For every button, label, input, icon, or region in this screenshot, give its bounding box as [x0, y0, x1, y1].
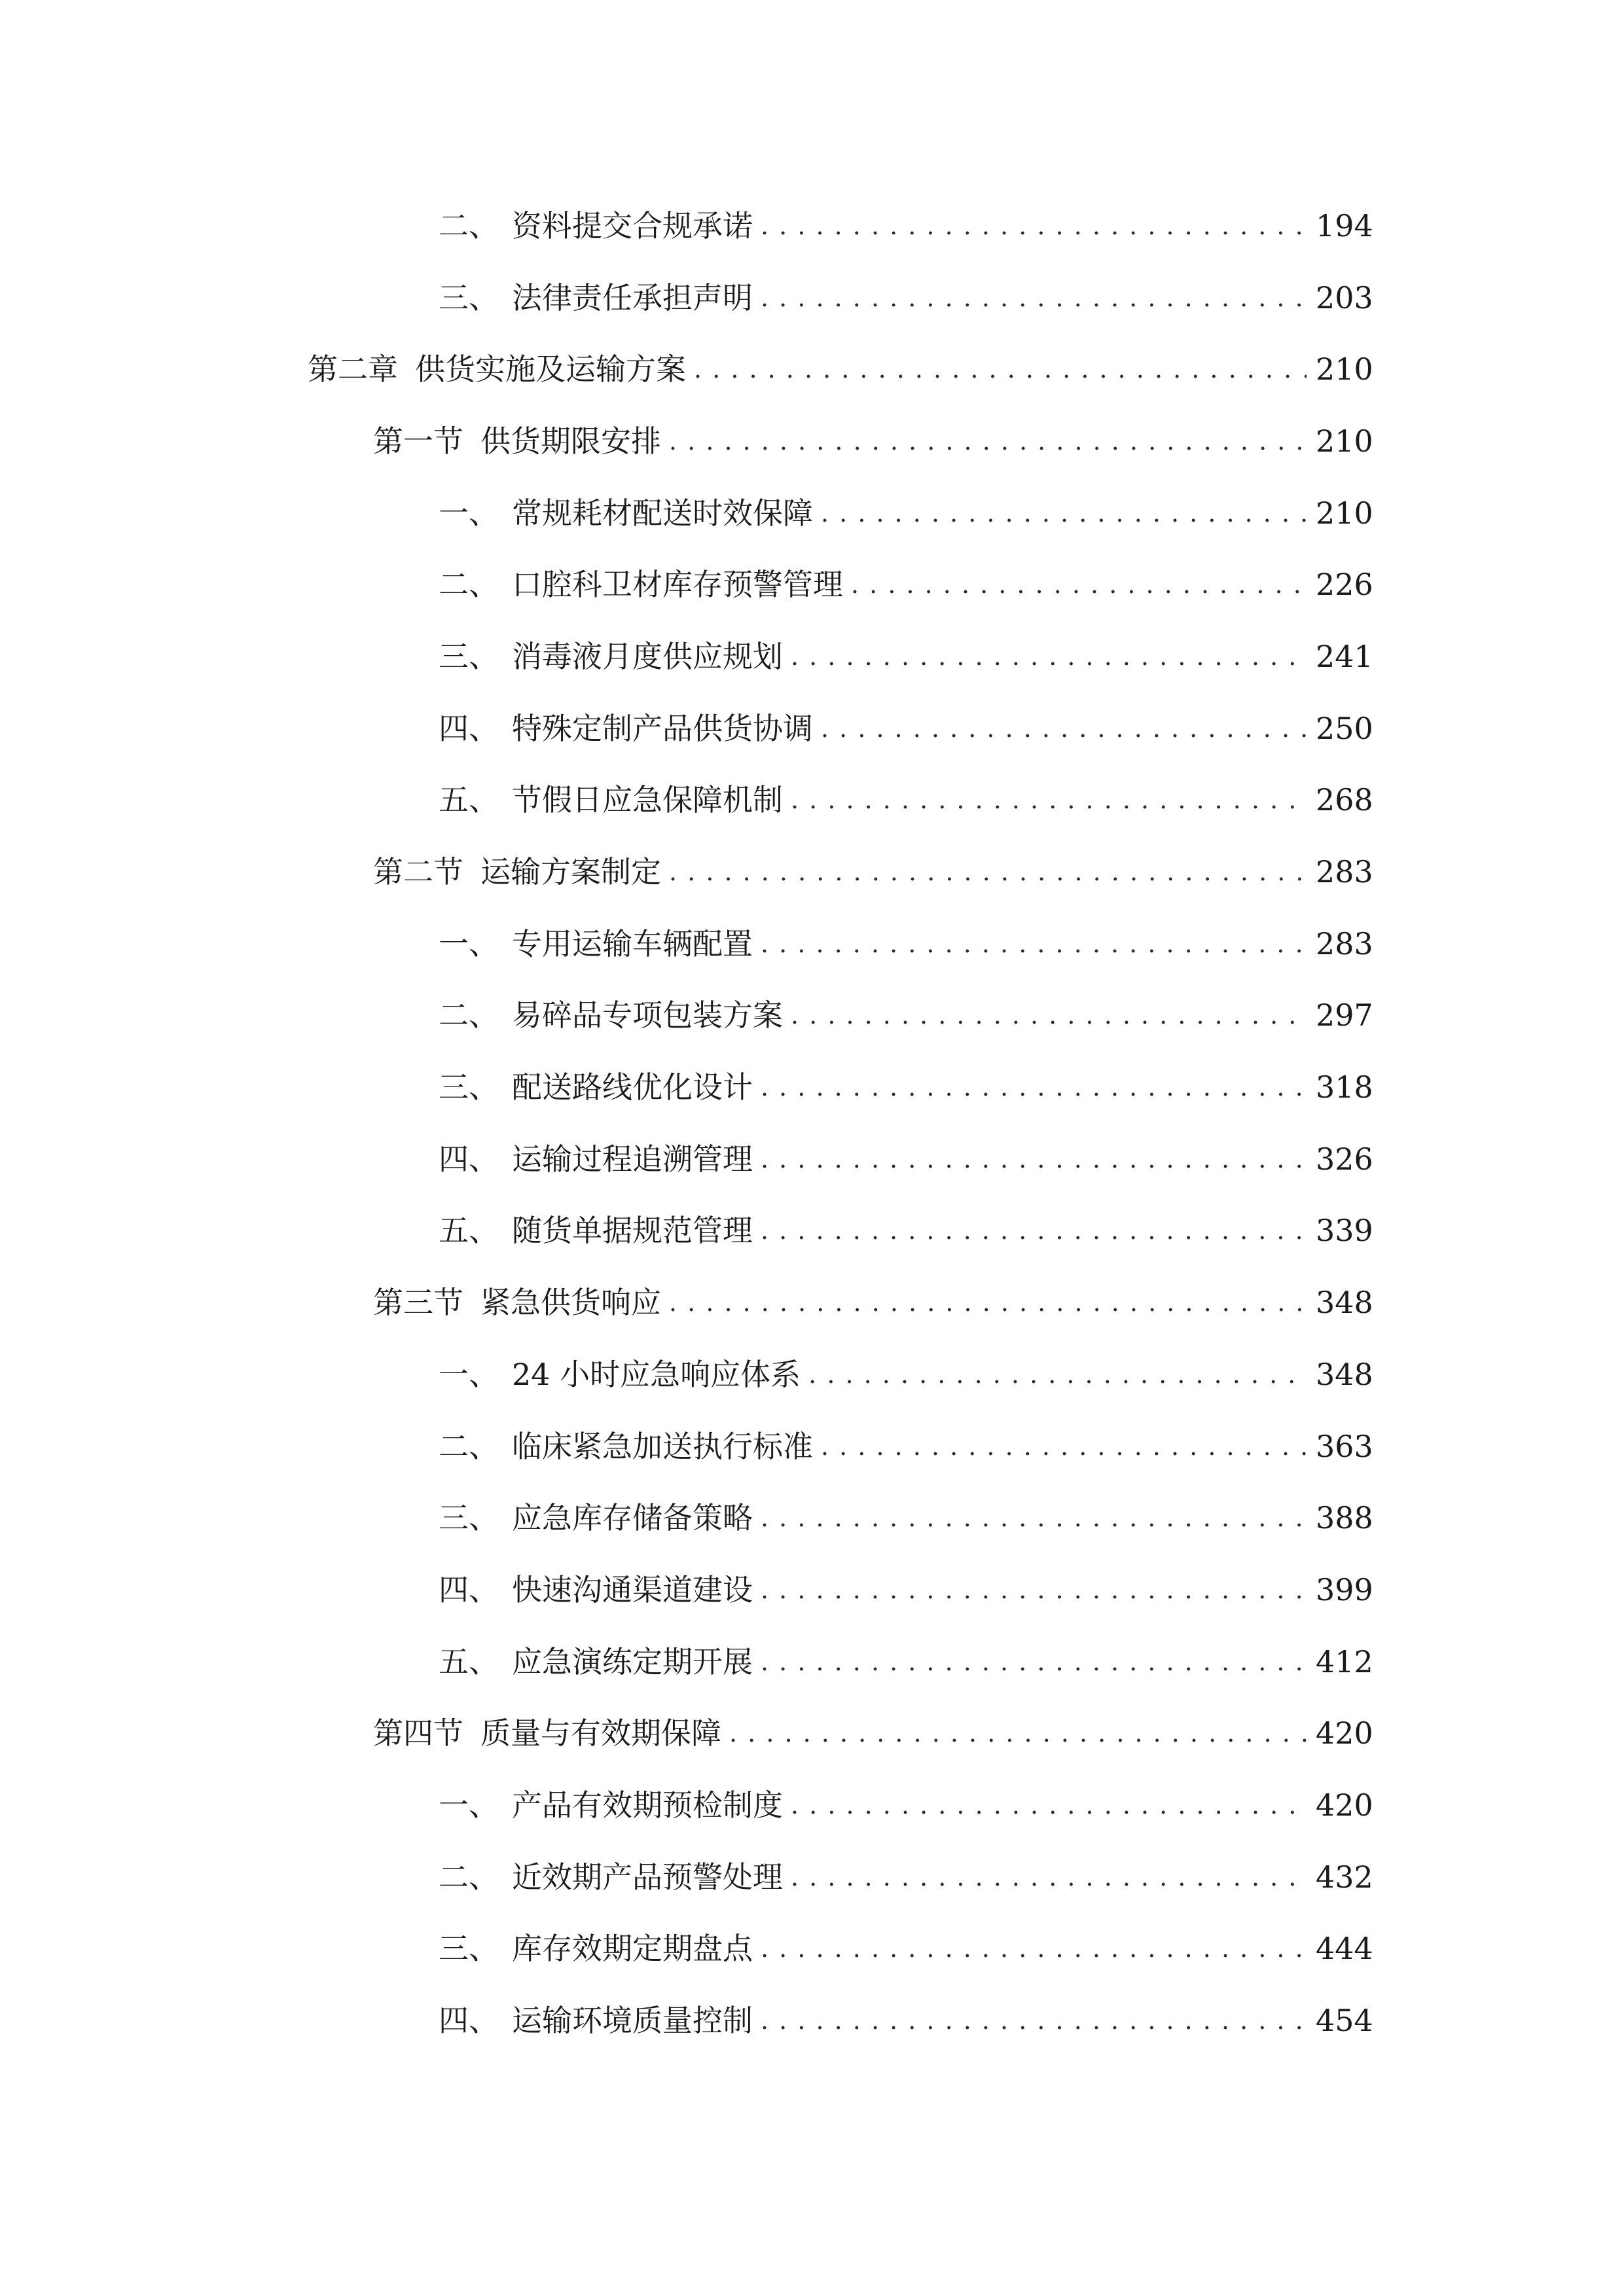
- dot-leader: [821, 713, 1307, 744]
- dot-leader: [791, 1862, 1307, 1892]
- toc-subsection-entry[interactable]: [0, 477, 1624, 549]
- toc-entry-number: 第二节: [373, 854, 463, 890]
- toc-entry-title: 库存效期定期盘点: [512, 1931, 753, 1967]
- toc-subsection-entry[interactable]: [0, 764, 1624, 836]
- toc-subsection-entry[interactable]: [0, 692, 1624, 764]
- toc-subsection-entry[interactable]: [0, 1123, 1624, 1195]
- toc-entry-number: 四、: [439, 1141, 499, 1177]
- dot-leader: [694, 354, 1307, 384]
- toc-entry-title: 紧急供货响应: [480, 1285, 661, 1321]
- toc-entry-page-number: 226: [1316, 567, 1373, 603]
- toc-entry-page-number: 326: [1316, 1141, 1373, 1177]
- dot-leader: [669, 426, 1307, 456]
- dot-leader: [791, 1000, 1307, 1030]
- toc-entry-title: 质量与有效期保障: [480, 1715, 721, 1751]
- toc-entry-page-number: 203: [1316, 279, 1373, 315]
- toc-entry-title: 应急演练定期开展: [512, 1643, 753, 1679]
- toc-entry-title: 节假日应急保障机制: [512, 782, 783, 818]
- toc-subsection-entry[interactable]: [0, 1984, 1624, 2056]
- dot-leader: [761, 1933, 1307, 1964]
- toc-entry-page-number: 210: [1316, 423, 1373, 459]
- toc-subsection-entry[interactable]: [0, 980, 1624, 1052]
- toc-chapter-entry[interactable]: [0, 333, 1624, 405]
- toc-entry-number: 三、: [439, 279, 499, 315]
- toc-entry-title: 常规耗材配送时效保障: [512, 495, 813, 531]
- toc-entry-number: 三、: [439, 1931, 499, 1967]
- dot-leader: [791, 641, 1307, 672]
- toc-section-entry[interactable]: [0, 1697, 1624, 1769]
- toc-entry-number: 一、: [439, 925, 499, 961]
- dot-leader: [761, 1144, 1307, 1174]
- toc-entry-number: 第三节: [373, 1285, 463, 1321]
- dot-leader: [821, 1431, 1307, 1462]
- toc-entry-page-number: 283: [1316, 854, 1373, 890]
- toc-entry-title: 快速沟通渠道建设: [512, 1571, 753, 1607]
- toc-entry-number: 五、: [439, 782, 499, 818]
- dot-leader: [669, 1287, 1307, 1318]
- toc-entry-title: 配送路线优化设计: [512, 1069, 753, 1105]
- toc-entry-number: 二、: [439, 207, 499, 243]
- toc-subsection-entry[interactable]: [0, 620, 1624, 692]
- toc-entry-title: 临床紧急加送执行标准: [512, 1428, 813, 1464]
- toc-entry-number: 四、: [439, 1571, 499, 1607]
- toc-entry-title: 产品有效期预检制度: [512, 1787, 783, 1823]
- toc-subsection-entry[interactable]: [0, 1913, 1624, 1985]
- dot-leader: [761, 1575, 1307, 1605]
- toc-entry-title: 特殊定制产品供货协调: [512, 710, 813, 746]
- toc-entry-number: 第四节: [373, 1715, 463, 1751]
- toc-entry-number: 三、: [439, 1500, 499, 1536]
- toc-subsection-entry[interactable]: [0, 262, 1624, 334]
- toc-entry-title: 供货实施及运输方案: [415, 351, 686, 387]
- toc-entry-title: 供货期限安排: [480, 423, 661, 459]
- toc-entry-page-number: 318: [1316, 1069, 1373, 1105]
- toc-entry-page-number: 412: [1316, 1643, 1373, 1679]
- toc-entry-title: 消毒液月度供应规划: [512, 638, 783, 674]
- toc-entry-number: 二、: [439, 567, 499, 603]
- toc-subsection-entry[interactable]: [0, 1195, 1624, 1267]
- toc-subsection-entry[interactable]: [0, 1338, 1624, 1410]
- dot-leader: [791, 1790, 1307, 1820]
- toc-entry-number: 二、: [439, 1859, 499, 1895]
- dot-leader: [808, 1359, 1307, 1390]
- toc-entry-title: 应急库存储备策略: [512, 1500, 753, 1536]
- toc-entry-number: 二、: [439, 1428, 499, 1464]
- toc-entry-page-number: 420: [1316, 1715, 1373, 1751]
- toc-entry-number: 第一节: [373, 423, 463, 459]
- toc-entry-number: 三、: [439, 1069, 499, 1105]
- toc-entry-number: 四、: [439, 710, 499, 746]
- toc-subsection-entry[interactable]: [0, 1769, 1624, 1841]
- toc-entry-number: 三、: [439, 638, 499, 674]
- toc-subsection-entry[interactable]: [0, 1410, 1624, 1482]
- toc-entry-title: 易碎品专项包装方案: [512, 997, 783, 1033]
- dot-leader: [821, 498, 1307, 528]
- toc-entry-page-number: 348: [1316, 1285, 1373, 1321]
- toc-section-entry[interactable]: [0, 836, 1624, 908]
- toc-entry-number: 一、: [439, 1787, 499, 1823]
- toc-entry-page-number: 283: [1316, 925, 1373, 961]
- dot-leader: [761, 1647, 1307, 1677]
- toc-entry-title: 口腔科卫材库存预警管理: [512, 567, 843, 603]
- toc-entry-page-number: 454: [1316, 2003, 1373, 2039]
- toc-subsection-entry[interactable]: [0, 1626, 1624, 1698]
- toc-entry-number: 一、: [439, 495, 499, 531]
- table-of-contents: [0, 190, 1624, 2056]
- toc-entry-page-number: 268: [1316, 782, 1373, 818]
- dot-leader: [761, 2005, 1307, 2036]
- toc-entry-number: 第二章: [308, 351, 398, 387]
- toc-section-entry[interactable]: [0, 1266, 1624, 1338]
- toc-subsection-entry[interactable]: [0, 1841, 1624, 1913]
- toc-entry-number: 四、: [439, 2003, 499, 2039]
- toc-section-entry[interactable]: [0, 405, 1624, 477]
- dot-leader: [791, 785, 1307, 815]
- toc-entry-title: 随货单据规范管理: [512, 1213, 753, 1249]
- toc-entry-number: 一、: [439, 1356, 499, 1392]
- toc-entry-page-number: 348: [1316, 1356, 1373, 1392]
- toc-entry-page-number: 363: [1316, 1428, 1373, 1464]
- toc-entry-page-number: 339: [1316, 1213, 1373, 1249]
- toc-entry-title: 专用运输车辆配置: [512, 925, 753, 961]
- dot-leader: [761, 1215, 1307, 1246]
- toc-entry-number: 二、: [439, 997, 499, 1033]
- dot-leader: [729, 1718, 1307, 1748]
- dot-leader: [761, 1503, 1307, 1533]
- dot-leader: [851, 569, 1307, 600]
- toc-entry-title: 运输环境质量控制: [512, 2003, 753, 2039]
- toc-entry-number: 五、: [439, 1643, 499, 1679]
- toc-subsection-entry[interactable]: [0, 190, 1624, 262]
- toc-entry-page-number: 297: [1316, 997, 1373, 1033]
- toc-entry-page-number: 388: [1316, 1500, 1373, 1536]
- toc-entry-page-number: 210: [1316, 351, 1373, 387]
- dot-leader: [761, 929, 1307, 959]
- toc-subsection-entry[interactable]: [0, 1482, 1624, 1554]
- toc-entry-title: 运输过程追溯管理: [512, 1141, 753, 1177]
- toc-entry-title: 法律责任承担声明: [512, 279, 753, 315]
- toc-entry-title: 资料提交合规承诺: [512, 207, 753, 243]
- toc-entry-page-number: 420: [1316, 1787, 1373, 1823]
- toc-entry-number: 五、: [439, 1213, 499, 1249]
- toc-subsection-entry[interactable]: [0, 1051, 1624, 1123]
- toc-entry-page-number: 210: [1316, 495, 1373, 531]
- toc-entry-page-number: 444: [1316, 1931, 1373, 1967]
- toc-entry-title: 近效期产品预警处理: [512, 1859, 783, 1895]
- dot-leader: [761, 211, 1307, 241]
- toc-entry-page-number: 194: [1316, 207, 1373, 243]
- dot-leader: [761, 283, 1307, 313]
- toc-entry-page-number: 399: [1316, 1571, 1373, 1607]
- toc-subsection-entry[interactable]: [0, 1554, 1624, 1626]
- toc-subsection-entry[interactable]: [0, 548, 1624, 620]
- toc-entry-page-number: 250: [1316, 710, 1373, 746]
- toc-entry-title: 24 小时应急响应体系: [512, 1356, 801, 1392]
- toc-entry-page-number: 432: [1316, 1859, 1373, 1895]
- toc-entry-page-number: 241: [1316, 638, 1373, 674]
- toc-entry-title: 运输方案制定: [480, 854, 661, 890]
- dot-leader: [669, 857, 1307, 887]
- toc-subsection-entry[interactable]: [0, 908, 1624, 980]
- dot-leader: [761, 1072, 1307, 1102]
